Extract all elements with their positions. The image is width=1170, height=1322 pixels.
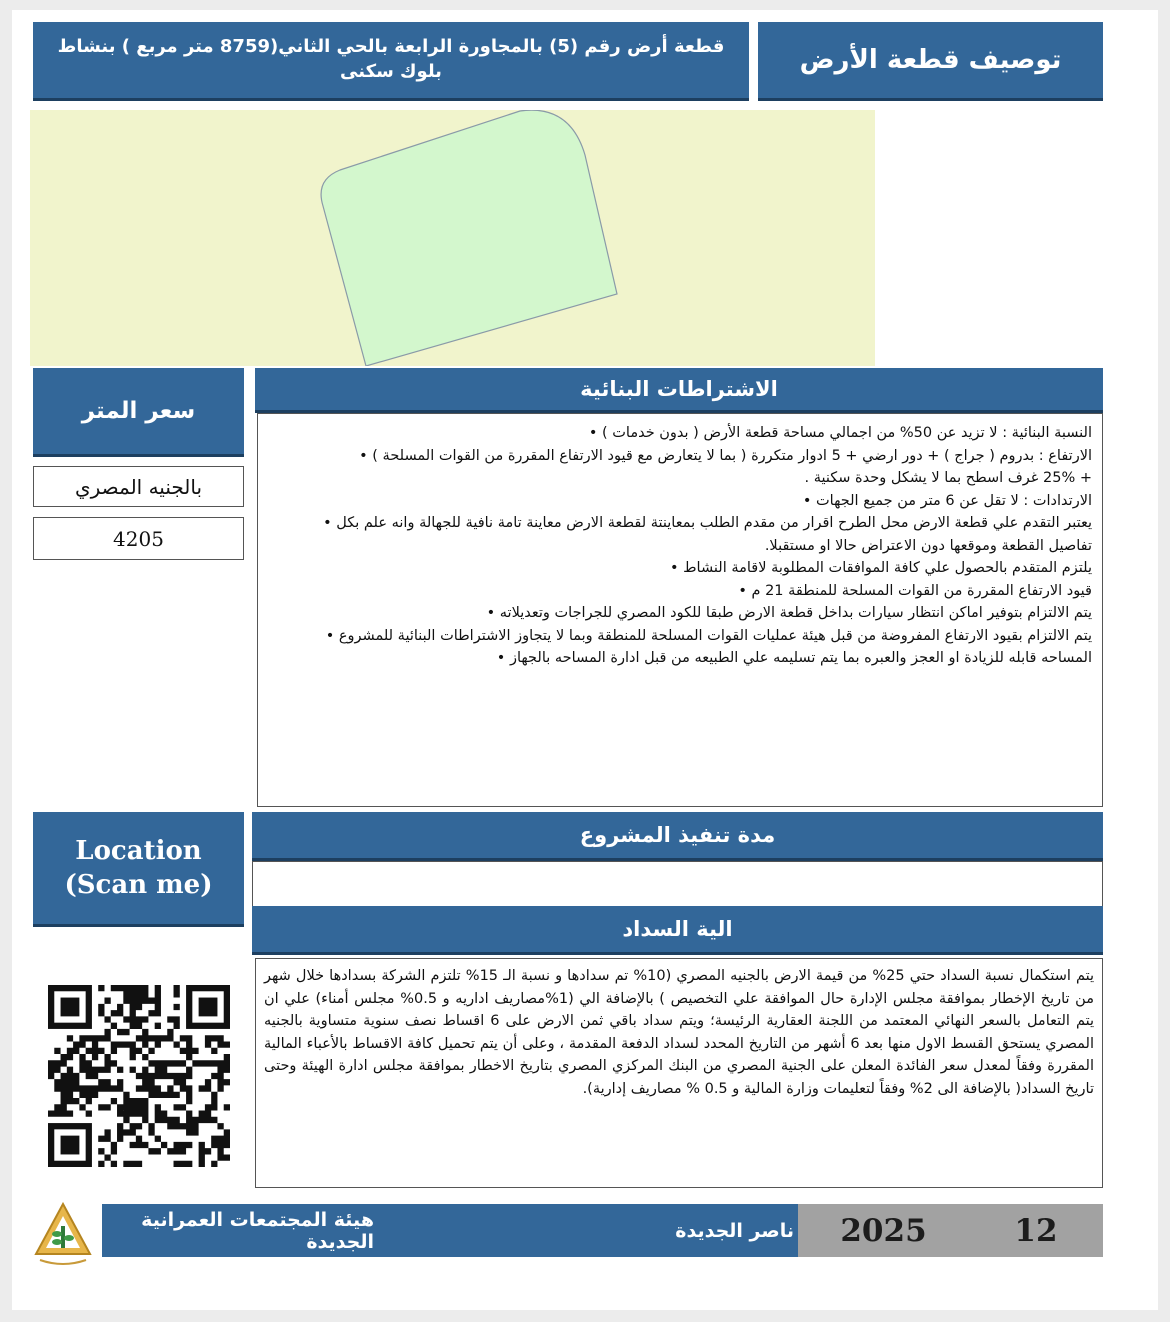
authority-logo [32, 1202, 94, 1270]
land-plot-shape [321, 110, 617, 366]
footer-year: 2025 [798, 1204, 969, 1257]
footer-authority: هيئة المجتمعات العمرانية الجديدة [102, 1204, 422, 1257]
project-duration-body [252, 861, 1103, 909]
requirement-item: الارتدادات : لا تقل عن 6 متر من جميع الجهات • [802, 492, 1092, 509]
payment-text: يتم استكمال نسبة السداد حتي 25% من قيمة الارض بالجنيه المصري (10% تم سدادها و نسبة الـ 15% تلتزم الشركة بسدادها خلال شهر من تاريخ الإخطار بموافقة مجلس الإدارة حال الموافقة علي التخصيص ) بالإضافة الي (1%مصاريف اداريه و 0.5% مجلس أمناء) علي ان يتم التعامل بالسعر النهائي المعتمد من اللجنة العقارية الرئيسة؛ ويتم سداد باقي ثمن الارض على 6 اقساط نصف سنوية متساوية بالجنيه المصري يستحق القسط الاول منها بعد 6 أشهر من التاريخ المحدد لسداد الدفعة المقدمة ، وعلى أن يتم تحميل كافة الاقساط بالأعباء المالية المقررة وفقاً لمعدل سعر الفائدة المعلن على الجنية المصري من البنك المركزي المصري بتاريخ الاخطار بموافقة مجلس ادارة الهيئة وحتى تاريخ السداد( بالإضافة الى 2% وفقاً لتعليمات وزارة المالية و 0.5 % مصاريف إدارية). [255, 958, 1103, 1188]
footer-city: ناصر الجديدة [422, 1204, 798, 1257]
plot-map [30, 110, 875, 366]
qr-code-graphic [48, 985, 230, 1167]
requirement-item: + 25% غرف اسطح بما لا يشكل وحدة سكنية . [804, 470, 1092, 486]
requirement-item: يلتزم المتقدم بالحصول علي كافة الموافقات المطلوبة لاقامة النشاط • [669, 560, 1092, 576]
project-duration-title: مدة تنفيذ المشروع [252, 812, 1103, 861]
requirement-item: قيود الارتفاع المقررة من القوات المسلحة للمنطقة 21 م • [738, 582, 1092, 599]
requirement-item: النسبة البنائية : لا تزيد عن 50% من اجمالي مساحة قطعة الأرض ( بدون خدمات ) • [588, 425, 1092, 441]
price-currency: بالجنيه المصري [33, 466, 244, 507]
location-label [33, 812, 244, 927]
requirements-list [257, 413, 1103, 807]
plot-map-drawing [30, 110, 875, 366]
requirement-item: تفاصيل القطعة وموقعها دون الاعتراض حالا او مستقبلا. [764, 537, 1092, 554]
price-title: سعر المتر [33, 368, 244, 457]
requirement-item: الارتفاع : بدروم ( جراج ) + دور ارضي + 5 ادوار متكررة ( بما لا يتعارض مع قيود الارتفاع المقررة من القوات المسلحة ) • [359, 447, 1092, 464]
brochure-page [12, 10, 1158, 1310]
qr-finder-pattern [186, 985, 230, 1029]
requirement-item: يعتبر التقدم علي قطعة الارض محل الطرح اقرار من مقدم الطلب بمعاينتة لقطعة الارض معاينة تامة نافية للجهالة وانه علم بكل • [323, 515, 1092, 531]
location-line-2: (Scan me) [64, 870, 213, 900]
location-line-1: Location [75, 836, 202, 866]
price-value: 4205 [33, 517, 244, 560]
qr-finder-pattern [48, 1123, 92, 1167]
requirements-title: الاشتراطات البنائية [255, 368, 1103, 413]
section-title: توصيف قطعة الأرض [758, 22, 1103, 101]
location-qr-code[interactable] [48, 985, 230, 1167]
requirement-item: يتم الالتزام بتوفير اماكن انتظار سيارات بداخل قطعة الارض طبقا للكود المصري للجراجات وتعديلاته • [486, 605, 1092, 621]
plot-title: قطعة أرض رقم (5) بالمجاورة الرابعة بالحي الثاني(8759 متر مربع ) بنشاط بلوك سكنى [33, 22, 749, 101]
requirement-item: يتم الالتزام بقيود الارتفاع المفروضة من قبل هيئة عمليات القوات المسلحة للمنطقة وبما لا يتجاوز الاشتراطات البنائية للمشروع • [325, 627, 1092, 644]
payment-title: الية السداد [252, 906, 1103, 955]
qr-finder-pattern [48, 985, 92, 1029]
footer-page-number: 12 [969, 1204, 1103, 1257]
requirement-item: المساحه قابله للزيادة او العجز والعبره بما يتم تسليمه علي الطبيعه من قبل ادارة المساحه بالجهاز • [496, 650, 1092, 666]
